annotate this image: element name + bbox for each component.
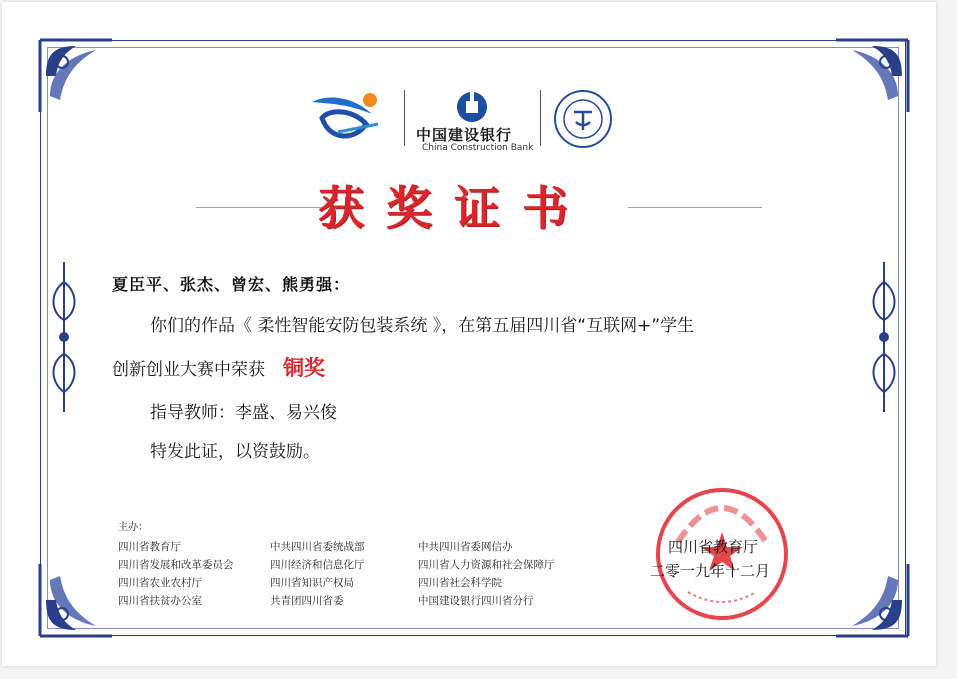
sponsor-item: 四川省农业农村厅 xyxy=(118,577,202,589)
title-rule-left xyxy=(196,207,324,208)
award-level: 铜奖 xyxy=(283,356,325,380)
sponsor-item: 四川省发展和改革委员会 xyxy=(118,559,234,571)
sponsor-item: 共青团四川省委 xyxy=(270,595,344,607)
corner-ornament-icon xyxy=(832,560,912,640)
logo-divider xyxy=(540,90,541,146)
sponsor-item: 四川省知识产权局 xyxy=(270,577,354,589)
ccb-name-en: China Construction Bank xyxy=(422,143,534,153)
sponsor-item: 四川省教育厅 xyxy=(118,541,181,553)
sponsors-label: 主办： xyxy=(118,522,148,533)
competition-logo-icon xyxy=(308,88,388,144)
ccb-logo-icon xyxy=(454,90,490,124)
closing-line: 特发此证，以资鼓励。 xyxy=(150,442,320,462)
sponsor-item: 中国建设银行四川省分行 xyxy=(418,595,534,607)
sponsor-item: 四川经济和信息化厅 xyxy=(270,559,365,571)
advisors-line: 指导教师：李盛、易兴俊 xyxy=(150,403,337,423)
corner-ornament-icon xyxy=(36,560,116,640)
side-ornament-icon xyxy=(866,262,902,412)
sponsor-item: 四川省人力资源和社会保障厅 xyxy=(418,559,555,571)
title-rule-right xyxy=(628,207,762,208)
body-line-2 xyxy=(112,352,325,382)
sponsor-item: 中共四川省委网信办 xyxy=(418,541,513,553)
sponsor-item: 中共四川省委统战部 xyxy=(270,541,365,553)
corner-ornament-icon xyxy=(832,36,912,116)
side-ornament-icon xyxy=(46,262,82,412)
ccb-name-cn: 中国建设银行 xyxy=(416,126,513,144)
issuer-name: 四川省教育厅 xyxy=(668,538,759,556)
issue-date: 二零一九年十二月 xyxy=(650,562,771,580)
header-logos xyxy=(308,84,628,154)
university-emblem-icon xyxy=(552,88,614,150)
body-line-1: 你们的作品《 柔性智能安防包装系统 》，在第五届四川省“互联网+”学生 xyxy=(150,316,695,336)
logo-divider xyxy=(404,90,405,146)
corner-ornament-icon xyxy=(36,36,116,116)
certificate-title: 获奖证书 xyxy=(318,181,590,235)
sponsor-item: 四川省扶贫办公室 xyxy=(118,595,202,607)
sponsor-item: 四川省社会科学院 xyxy=(418,577,502,589)
body-line-2-text: 创新创业大赛中荣获 xyxy=(112,360,265,380)
recipient-names: 夏臣平、张杰、曾宏、熊勇强： xyxy=(112,275,351,294)
